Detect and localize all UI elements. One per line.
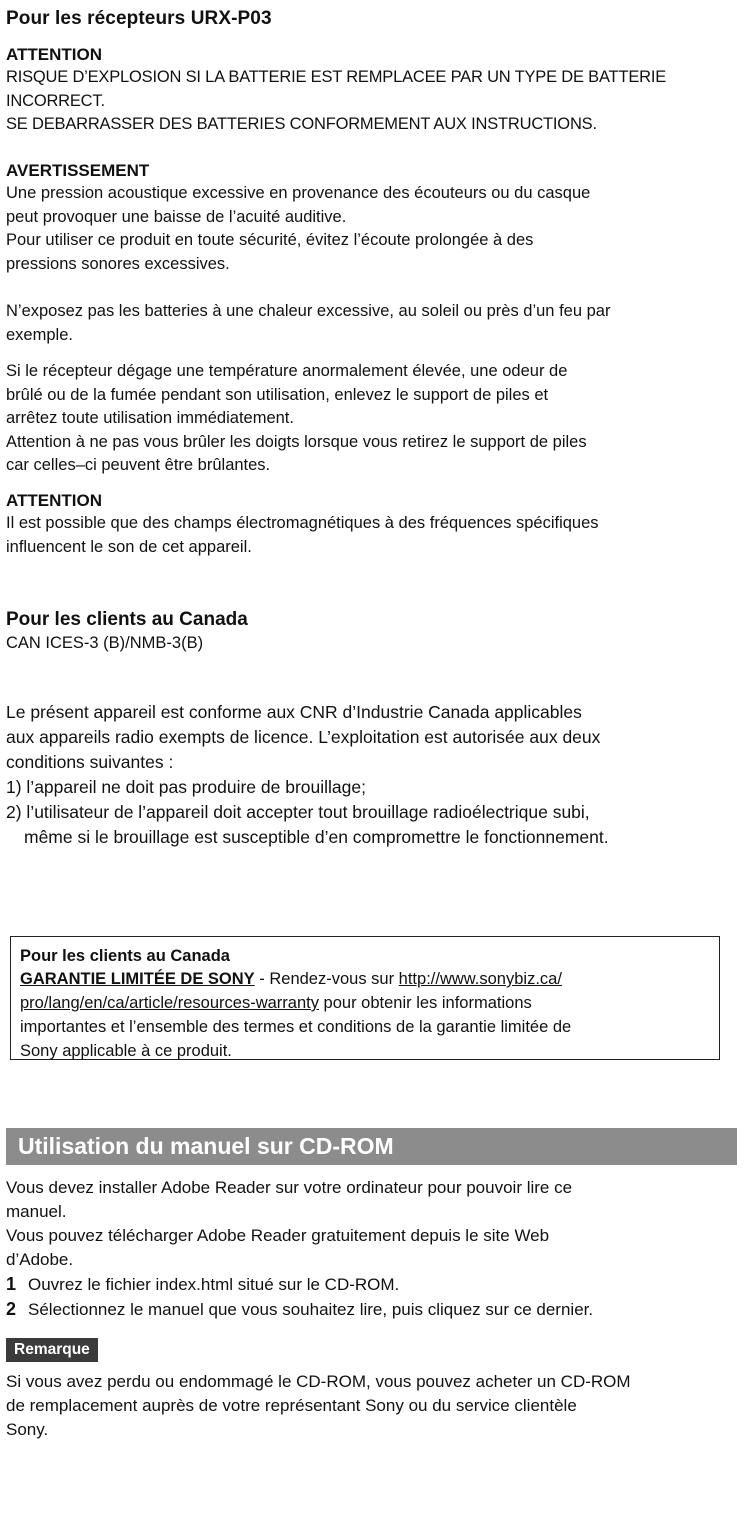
- warranty-link[interactable]: http://www.sonybiz.ca/: [398, 970, 562, 988]
- warning-text-line: Pour utiliser ce produit en toute sécurité, évitez l’écoute prolongée à des: [6, 231, 534, 249]
- note-tag: Remarque: [6, 1338, 98, 1362]
- warranty-sep: - Rendez-vous sur: [254, 970, 399, 988]
- attention-text-line: RISQUE D’EXPLOSION SI LA BATTERIE EST REMPLACEE PAR UN TYPE DE BATTERIE: [6, 68, 667, 86]
- warranty-line: importantes et l’ensemble des termes et conditions de la garantie limitée de: [20, 1018, 572, 1036]
- warning-block: [6, 160, 736, 276]
- canada-title: Pour les clients au Canada: [6, 609, 248, 630]
- step-number: 1: [6, 1274, 17, 1294]
- compliance-line: conditions suivantes :: [6, 752, 174, 772]
- heat-paragraph: [6, 300, 736, 347]
- warning-text-line: peut provoquer une baisse de l’acuité auditive.: [6, 207, 347, 226]
- receivers-title: Pour les récepteurs URX-P03: [6, 8, 272, 29]
- warranty-line: [20, 991, 710, 1015]
- cdrom-text-line: Vous pouvez télécharger Adobe Reader gratuitement depuis le site Web: [6, 1226, 550, 1245]
- attention-text-line: INCORRECT.: [6, 91, 105, 110]
- step-number: 2: [6, 1299, 17, 1319]
- overheat-text-line: Si le récepteur dégage une température anormalement élevée, une odeur de: [6, 362, 568, 380]
- canada-ices: CAN ICES-3 (B)/NMB-3(B): [6, 634, 204, 652]
- cdrom-intro: [6, 1176, 736, 1322]
- note-section: [6, 1338, 736, 1442]
- step-text: Sélectionnez le manuel que vous souhaitez lire, puis cliquez sur ce dernier.: [28, 1300, 594, 1319]
- cdrom-text-line: manuel.: [6, 1202, 67, 1221]
- heat-text-line: N’exposez pas les batteries à une chaleur excessive, au soleil ou près d’un feu par: [6, 302, 611, 320]
- list-item: 2) l’utilisateur de l’appareil doit accepter tout brouillage radioélectrique subi,: [6, 802, 590, 822]
- step-1: [6, 1272, 736, 1297]
- cdrom-banner: Utilisation du manuel sur CD-ROM: [6, 1128, 737, 1165]
- attention-text-line: Il est possible que des champs électromagnétiques à des fréquences spécifiques: [6, 514, 599, 532]
- warning-text-line: pressions sonores excessives.: [6, 254, 230, 273]
- warranty-box: [10, 936, 720, 1060]
- canada-section: [6, 608, 736, 656]
- overheat-paragraph: [6, 360, 736, 478]
- note-text-line: de remplacement auprès de votre représentant Sony ou du service clientèle: [6, 1396, 577, 1415]
- warranty-title: Pour les clients au Canada: [20, 947, 230, 965]
- attention-label: ATTENTION: [6, 491, 103, 510]
- attention-text-line: influencent le son de cet appareil.: [6, 537, 252, 556]
- warranty-line: [20, 967, 710, 991]
- canada-compliance: [6, 700, 736, 850]
- warning-text-line: Une pression acoustique excessive en provenance des écouteurs ou du casque: [6, 184, 591, 202]
- compliance-line: Le présent appareil est conforme aux CNR d’Industrie Canada applicables: [6, 702, 582, 722]
- attention-label: ATTENTION: [6, 45, 103, 64]
- overheat-text-line: arrêtez toute utilisation immédiatement.: [6, 409, 294, 427]
- attention-block-2: [6, 490, 736, 559]
- heat-text-line: exemple.: [6, 325, 73, 344]
- overheat-text-line: car celles–ci peuvent être brûlantes.: [6, 456, 271, 474]
- compliance-line: aux appareils radio exempts de licence. L’exploitation est autorisée aux deux: [6, 727, 601, 747]
- overheat-text-line: brûlé ou de la fumée pendant son utilisation, enlevez le support de piles et: [6, 385, 549, 404]
- warranty-line: Sony applicable à ce produit.: [20, 1042, 232, 1060]
- step-2: [6, 1297, 736, 1322]
- cdrom-text-line: Vous devez installer Adobe Reader sur votre ordinateur pour pouvoir lire ce: [6, 1178, 573, 1197]
- warranty-label: GARANTIE LIMITÉE DE SONY: [20, 970, 255, 988]
- list-item: 1) l’appareil ne doit pas produire de brouillage;: [6, 777, 366, 797]
- warranty-rest: pour obtenir les informations: [318, 994, 532, 1012]
- attention-block-1: [6, 44, 736, 137]
- note-text-line: Si vous avez perdu ou endommagé le CD-ROM, vous pouvez acheter un CD-ROM: [6, 1372, 631, 1391]
- warranty-link-cont[interactable]: pro/lang/en/ca/article/resources-warranty: [20, 994, 319, 1012]
- warning-label: AVERTISSEMENT: [6, 161, 150, 180]
- attention-text-line: SE DEBARRASSER DES BATTERIES CONFORMEMENT AUX INSTRUCTIONS.: [6, 115, 597, 133]
- overheat-text-line: Attention à ne pas vous brûler les doigts lorsque vous retirez le support de piles: [6, 432, 587, 451]
- note-text-line: Sony.: [6, 1420, 49, 1439]
- cdrom-text-line: d’Adobe.: [6, 1250, 74, 1269]
- list-item-continuation: même si le brouillage est susceptible d’en compromettre le fonctionnement.: [24, 827, 609, 847]
- step-text: Ouvrez le fichier index.html situé sur le CD-ROM.: [28, 1275, 400, 1294]
